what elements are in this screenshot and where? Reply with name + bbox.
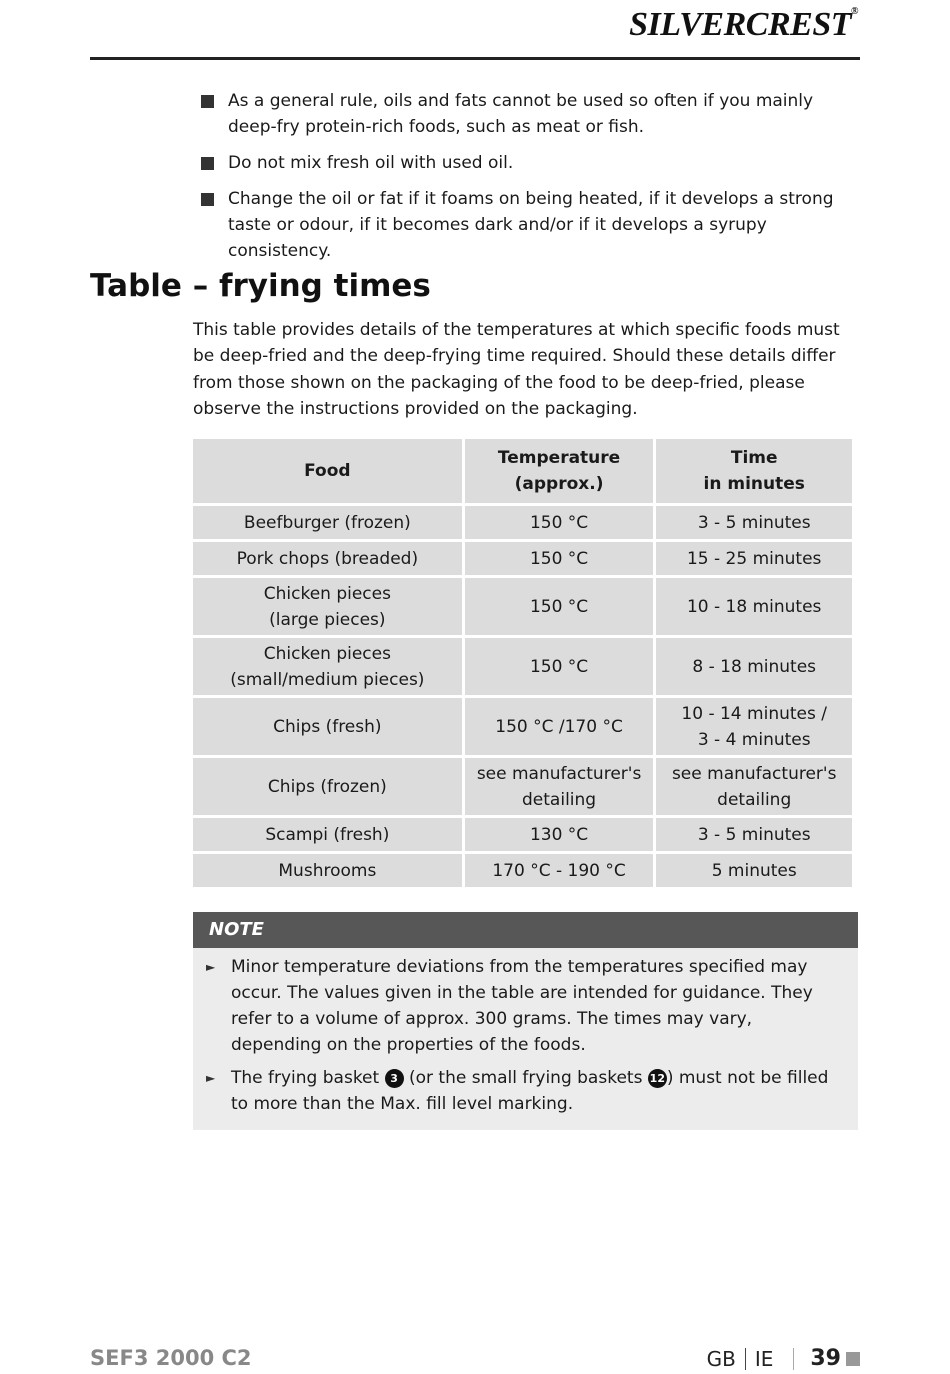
cell-food: Chicken pieces (large pieces): [193, 578, 462, 635]
note-item: ► The frying basket 3 (or the small frying baskets 12 ) must not be filled to more than the Max. fill level marking.: [203, 1065, 840, 1117]
cell-time: 10 - 18 minutes: [656, 578, 852, 635]
country-code: GB: [706, 1346, 736, 1371]
note-body: [193, 948, 858, 1130]
header-food: Food: [193, 439, 462, 503]
cell-time: 15 - 25 minutes: [656, 542, 852, 575]
header-time: Time in minutes: [656, 439, 852, 503]
table-row: [193, 698, 852, 755]
footer-model-number: SEF3 2000 C2: [90, 1346, 252, 1370]
part-number-badge: 12: [648, 1069, 667, 1088]
header-rule: [90, 57, 860, 60]
cell-temperature: 130 °C: [465, 818, 654, 851]
cell-temperature: see manufacturer's detailing: [465, 758, 654, 815]
cell-time: 3 - 5 minutes: [656, 818, 852, 851]
page-number: 39: [810, 1346, 841, 1371]
square-bullet-icon: [201, 157, 214, 170]
square-marker-icon: [846, 1352, 860, 1366]
table-row: [193, 854, 852, 887]
cell-temperature: 150 °C /170 °C: [465, 698, 654, 755]
cell-food: Scampi (fresh): [193, 818, 462, 851]
table-row: [193, 506, 852, 539]
part-number-badge: 3: [385, 1069, 404, 1088]
bullet-item: Change the oil or fat if it foams on being heated, if it develops a strong taste or odour, if it becomes dark and/or if it develops a syrupy consistency.: [198, 186, 863, 264]
cell-temperature: 150 °C: [465, 542, 654, 575]
square-bullet-icon: [201, 95, 214, 108]
square-bullet-icon: [201, 193, 214, 206]
note-heading: NOTE: [193, 912, 858, 948]
cell-time: 10 - 14 minutes / 3 - 4 minutes: [656, 698, 852, 755]
divider: [745, 1348, 746, 1370]
note-item: ► Minor temperature deviations from the temperatures specified may occur. The values given in the table are intended for guidance. They refer to a volume of approx. 300 grams. The times may vary, depending on the properties of the foods.: [203, 954, 840, 1058]
note-box: [193, 912, 858, 1130]
section-title: Table – frying times: [90, 268, 431, 304]
cell-time: 8 - 18 minutes: [656, 638, 852, 695]
table-row: [193, 638, 852, 695]
bullet-item: As a general rule, oils and fats cannot be used so often if you mainly deep-fry protein-rich foods, such as meat or fish.: [198, 88, 863, 140]
cell-time: 5 minutes: [656, 854, 852, 887]
cell-temperature: 150 °C: [465, 578, 654, 635]
triangle-arrow-icon: ►: [206, 960, 216, 974]
cell-food: Beefburger (frozen): [193, 506, 462, 539]
triangle-arrow-icon: ►: [206, 1071, 216, 1085]
cell-food: Chips (frozen): [193, 758, 462, 815]
table-row: [193, 578, 852, 635]
brand-logo: SILVERCREST®: [629, 6, 858, 43]
cell-temperature: 150 °C: [465, 638, 654, 695]
country-code: IE: [754, 1346, 774, 1371]
cell-food: Chicken pieces (small/medium pieces): [193, 638, 462, 695]
cell-food: Chips (fresh): [193, 698, 462, 755]
footer-page-info: [707, 1346, 860, 1371]
frying-times-table: [190, 436, 855, 890]
cell-temperature: 150 °C: [465, 506, 654, 539]
table-row: [193, 542, 852, 575]
cell-time: 3 - 5 minutes: [656, 506, 852, 539]
bullet-item: Do not mix fresh oil with used oil.: [198, 150, 863, 176]
table-row: [193, 818, 852, 851]
divider: [793, 1348, 794, 1370]
bullet-list: [198, 88, 863, 274]
intro-paragraph: This table provides details of the temperatures at which specific foods must be deep-fried and the deep-frying time required. Should these details differ from those shown on the packaging of the food to be deep-fried, please observe the instructions provided on the packaging.: [193, 320, 840, 419]
header-temperature: Temperature (approx.): [465, 439, 654, 503]
cell-temperature: 170 °C - 190 °C: [465, 854, 654, 887]
cell-food: Pork chops (breaded): [193, 542, 462, 575]
cell-food: Mushrooms: [193, 854, 462, 887]
table-row: [193, 758, 852, 815]
table-header-row: [193, 439, 852, 503]
cell-time: see manufacturer's detailing: [656, 758, 852, 815]
